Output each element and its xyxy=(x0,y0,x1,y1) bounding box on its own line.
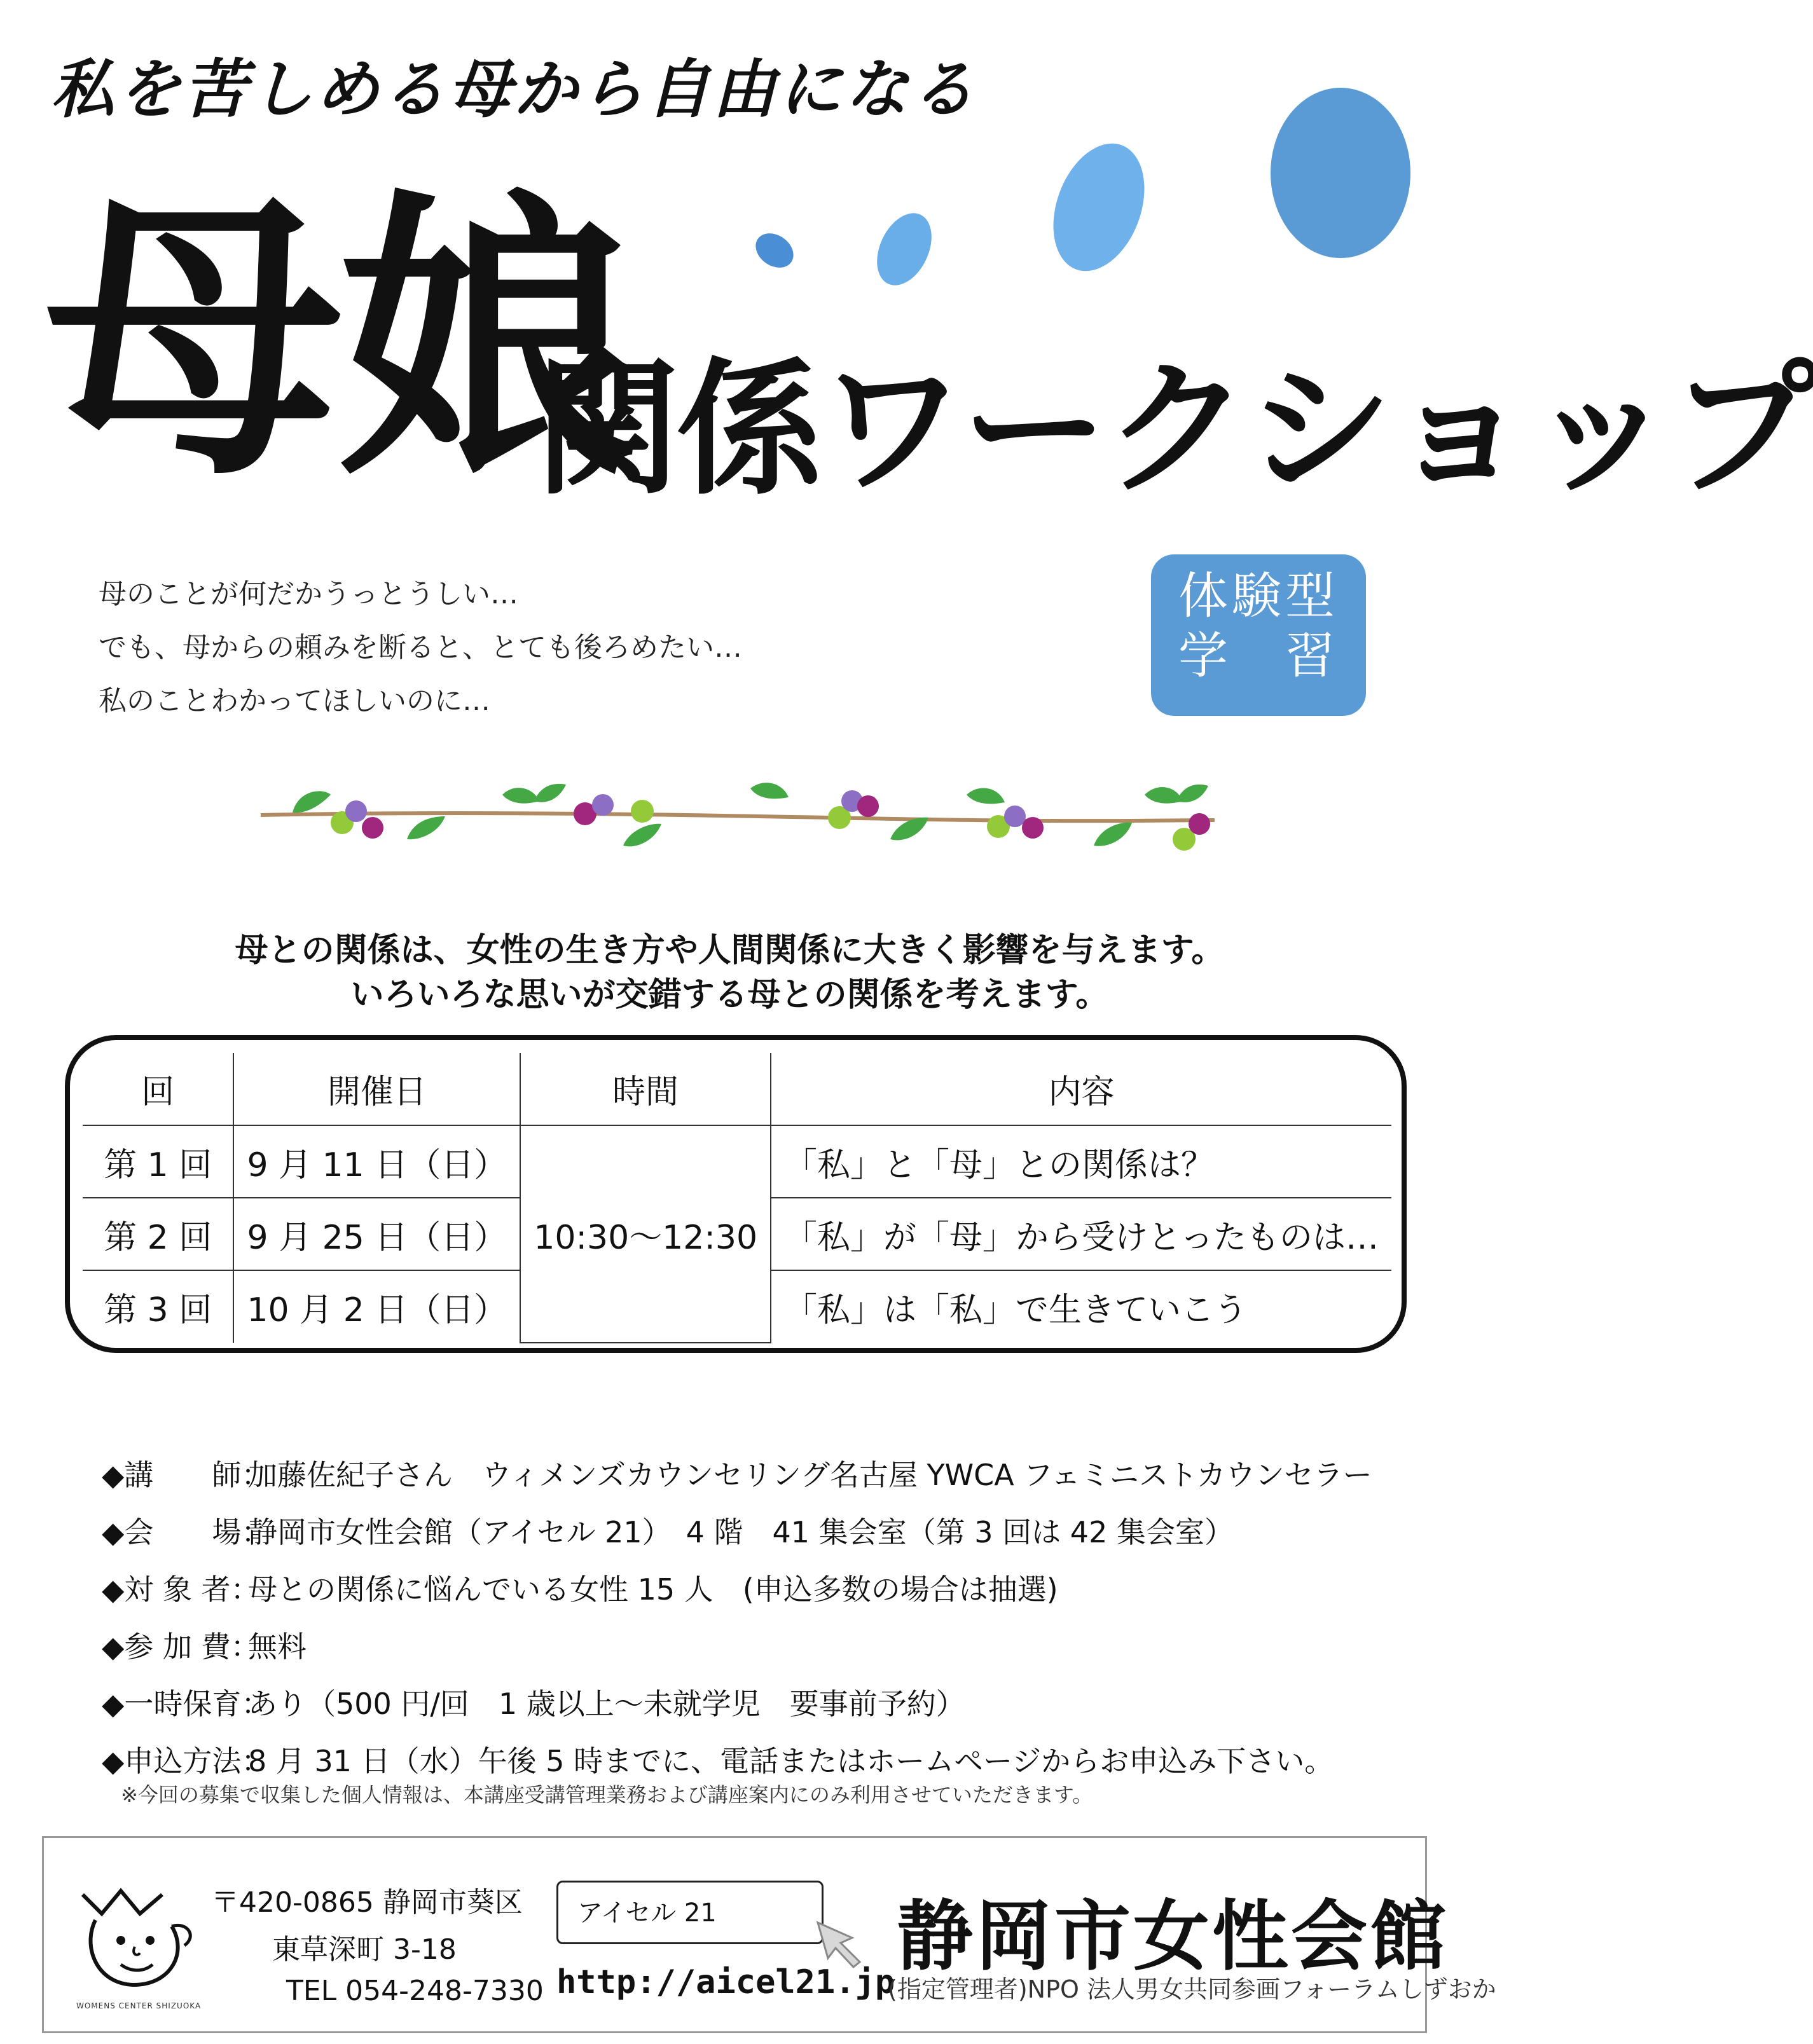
detail-lecturer xyxy=(102,1452,1372,1494)
badge-line-1: 体験型 xyxy=(1178,568,1339,625)
detail-value: あり（500 円/回 1 歳以上～未就学児 要事前予約） xyxy=(248,1687,965,1721)
lead-line-1: 母との関係は、女性の生き方や人間関係に大きく影響を与えます。 xyxy=(235,931,1225,970)
website-link[interactable]: http://aicel21.jp xyxy=(556,1963,895,2001)
schedule-table-frame xyxy=(65,1035,1407,1353)
intro-line-3: 私のことわかってほしいのに… xyxy=(99,685,490,717)
drop-large xyxy=(1037,131,1161,284)
organization-name: 静岡市女性会館 xyxy=(897,1893,1449,1981)
session-content: 「私」が「母」から受けとったものは… xyxy=(771,1198,1391,1270)
main-title-large: 母娘 xyxy=(45,165,630,516)
detail-label: ◆講 師： xyxy=(102,1458,271,1492)
session-content: 「私」と「母」との関係は？ xyxy=(771,1125,1391,1198)
designated-manager: (指定管理者)NPO 法人男女共同参画フォーラムしずおか xyxy=(888,1975,1496,2003)
detail-value: 8 月 31 日（水）午後 5 時までに、電話またはホームページからお申込み下さい。 xyxy=(248,1744,1334,1778)
session-number: 第 3 回 xyxy=(83,1270,233,1343)
detail-value: 母との関係に悩んでいる女性 15 人 (申込多数の場合は抽選) xyxy=(248,1572,1058,1607)
session-date: 9 月 11 日（日） xyxy=(233,1125,520,1198)
lead-line-2: いろいろな思いが交錯する母との関係を考えます。 xyxy=(350,975,1109,1014)
header-date: 開催日 xyxy=(233,1053,520,1125)
phone-number: TEL 054-248-7330 xyxy=(286,1975,544,2007)
detail-value: 静岡市女性会館（アイセル 21） 4 階 41 集会室（第 3 回は 42 集会室） xyxy=(248,1515,1234,1549)
detail-label: ◆一時保育： xyxy=(102,1687,271,1721)
detail-label: ◆参 加 費： xyxy=(102,1629,260,1664)
main-title-small: 関係ワークショップ xyxy=(534,343,1813,515)
session-time: 10:30～12:30 xyxy=(520,1125,771,1343)
address-line-1: 〒420-0865 静岡市葵区 xyxy=(211,1886,523,1919)
intro-line-2: でも、母からの頼みを断ると、とても後ろめたい… xyxy=(99,631,742,664)
logo-caption: WOMENS CENTER SHIZUOKA xyxy=(76,2001,202,2010)
detail-value: 加藤佐紀子さん ウィメンズカウンセリング名古屋 YWCA フェミニストカウンセラー xyxy=(248,1458,1372,1492)
detail-value: 無料 xyxy=(248,1629,307,1664)
schedule-table xyxy=(83,1053,1391,1343)
vine-stem xyxy=(261,813,1215,821)
address-line-2: 東草深町 3-18 xyxy=(272,1933,457,1966)
drop-medium xyxy=(866,205,942,294)
privacy-note: ※今回の募集で収集した個人情報は、本講座受講管理業務および講座案内にのみ利用させていただきます。 xyxy=(121,1783,1093,1807)
search-box[interactable]: アイセル 21 xyxy=(556,1881,824,1944)
intro-line-1: 母のことが何だかうっとうしい… xyxy=(99,578,518,610)
detail-label: ◆申込方法： xyxy=(102,1744,271,1778)
water-drops-decoration xyxy=(744,95,1431,286)
detail-target xyxy=(102,1567,1058,1608)
detail-application xyxy=(102,1738,1334,1780)
table-row xyxy=(83,1125,1391,1198)
session-number: 第 1 回 xyxy=(83,1125,233,1198)
subtitle: 私を苦しめる母から自由になる xyxy=(51,52,977,127)
drop-small xyxy=(749,226,800,275)
schedule-header-row xyxy=(83,1053,1391,1125)
detail-label: ◆対 象 者： xyxy=(102,1572,260,1607)
drop-xlarge xyxy=(1271,88,1410,258)
session-content: 「私」は「私」で生きていこう xyxy=(784,1291,1248,1329)
detail-label: ◆会 場： xyxy=(102,1515,271,1549)
header-content: 内容 xyxy=(771,1053,1391,1125)
womens-center-logo-icon xyxy=(76,1876,203,1996)
cursor-arrow-icon xyxy=(814,1919,871,1970)
vine-decoration xyxy=(254,769,1221,865)
session-date: 9 月 25 日（日） xyxy=(233,1198,520,1270)
detail-venue xyxy=(102,1509,1234,1551)
detail-fee xyxy=(102,1624,307,1666)
badge-line-2: 学 習 xyxy=(1178,627,1339,685)
header-time: 時間 xyxy=(520,1053,771,1125)
header-session: 回 xyxy=(83,1053,233,1125)
session-date: 10 月 2 日（日） xyxy=(233,1270,520,1343)
session-number: 第 2 回 xyxy=(83,1198,233,1270)
experience-learning-badge xyxy=(1151,554,1366,716)
detail-childcare xyxy=(102,1681,965,1723)
